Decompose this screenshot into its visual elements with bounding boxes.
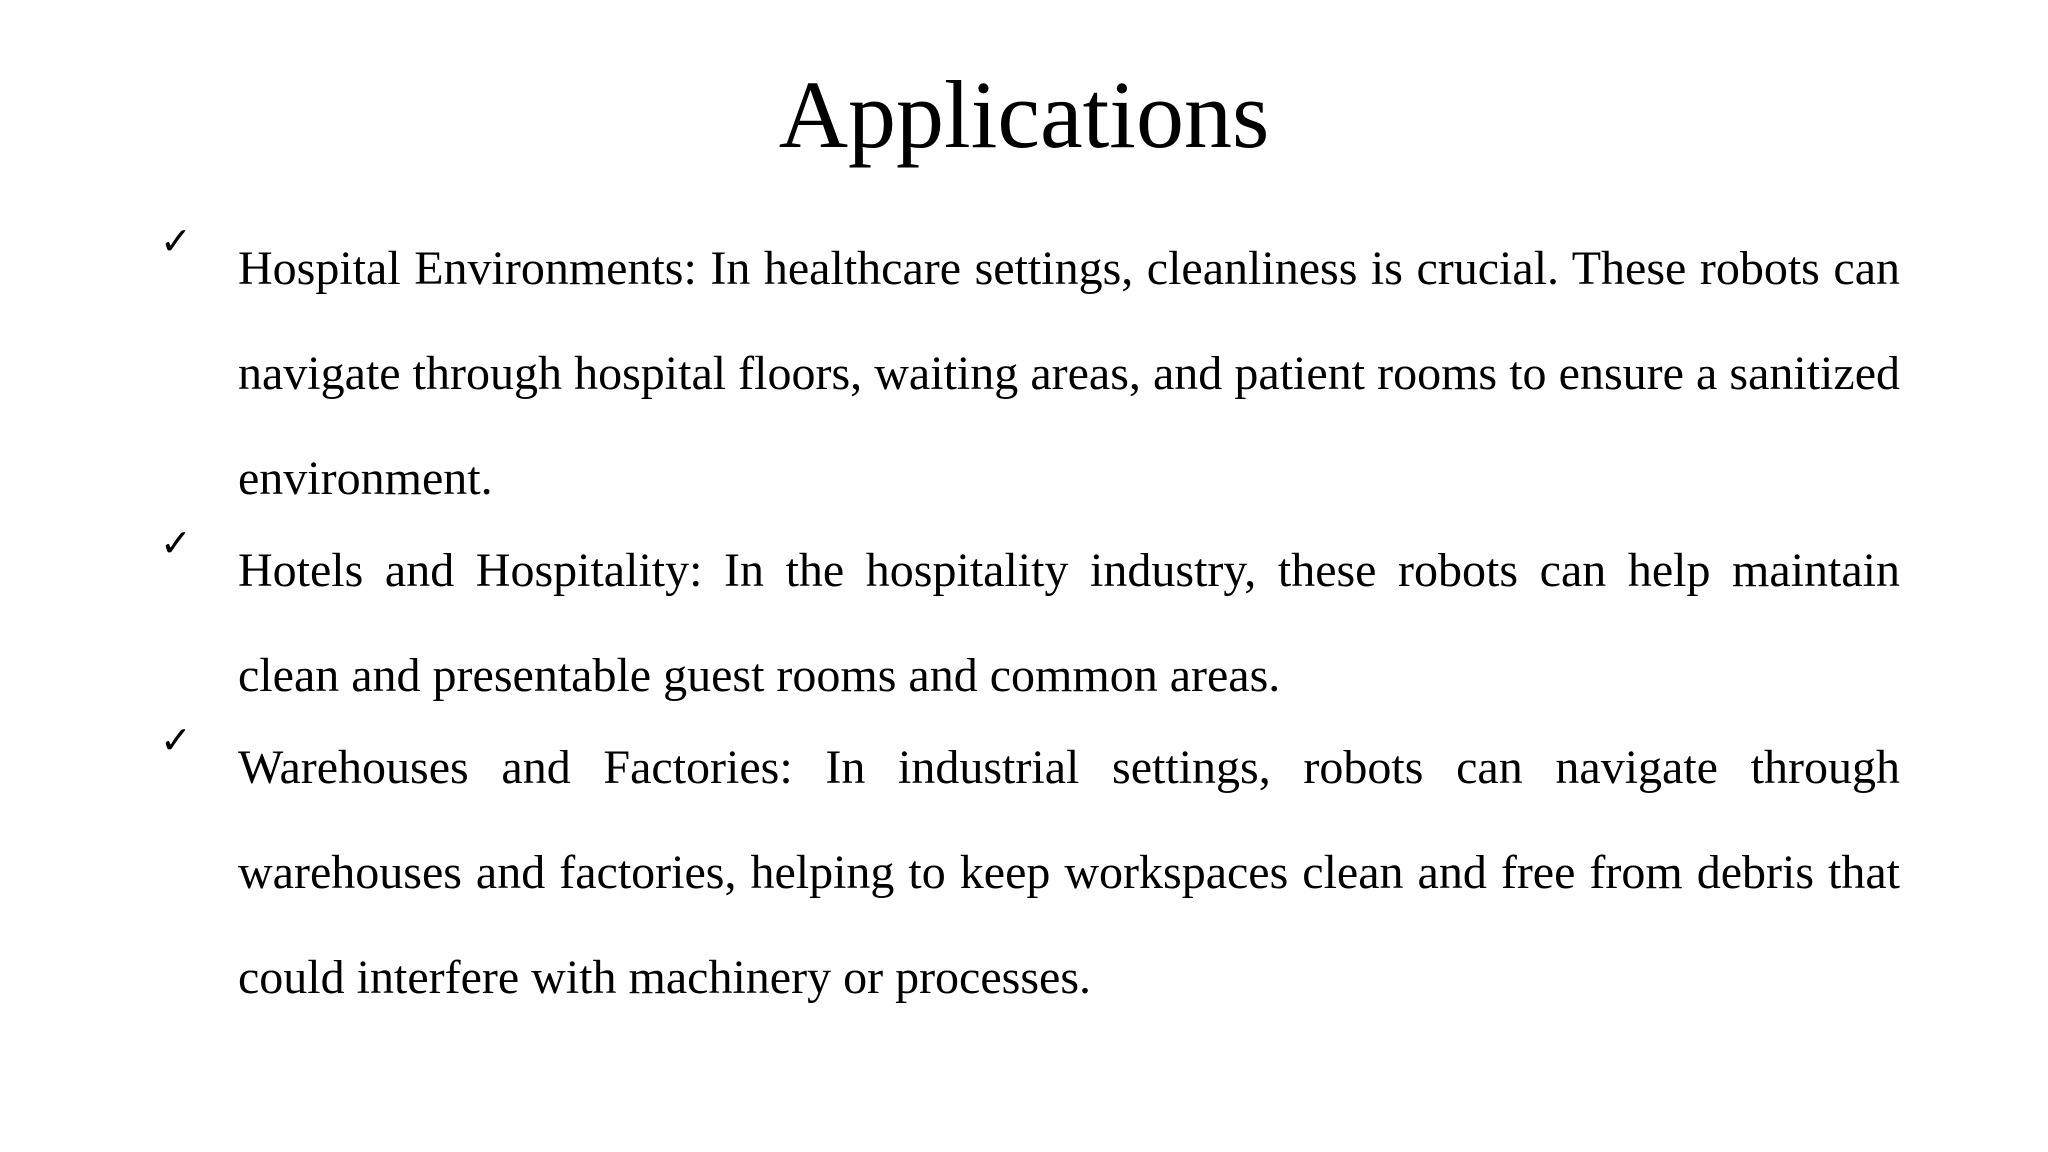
checkmark-icon: ✓ <box>160 718 192 762</box>
bullet-list <box>160 219 1900 1045</box>
bullet-item-hotels <box>160 518 1900 728</box>
bullet-text: Hotels and Hospitality: In the hospitality industry, these robots can help maintain clean and presentable guest rooms and common areas. <box>238 544 1900 702</box>
slide-title: Applications <box>778 61 1270 168</box>
checkmark-icon: ✓ <box>160 521 192 565</box>
bullet-text: Warehouses and Factories: In industrial settings, robots can navigate through warehouses and factories, helping to keep workspaces clean and free from debris that could interfere with machinery or processes. <box>238 741 1900 1004</box>
checkmark-icon: ✓ <box>160 219 192 263</box>
bullet-item-warehouses <box>160 715 1900 1030</box>
bullet-item-hospital <box>160 216 1900 531</box>
bullet-text: Hospital Environments: In healthcare settings, cleanliness is crucial. These robots can navigate through hospital floors, waiting areas, and patient rooms to ensure a sanitized environment. <box>238 242 1900 505</box>
